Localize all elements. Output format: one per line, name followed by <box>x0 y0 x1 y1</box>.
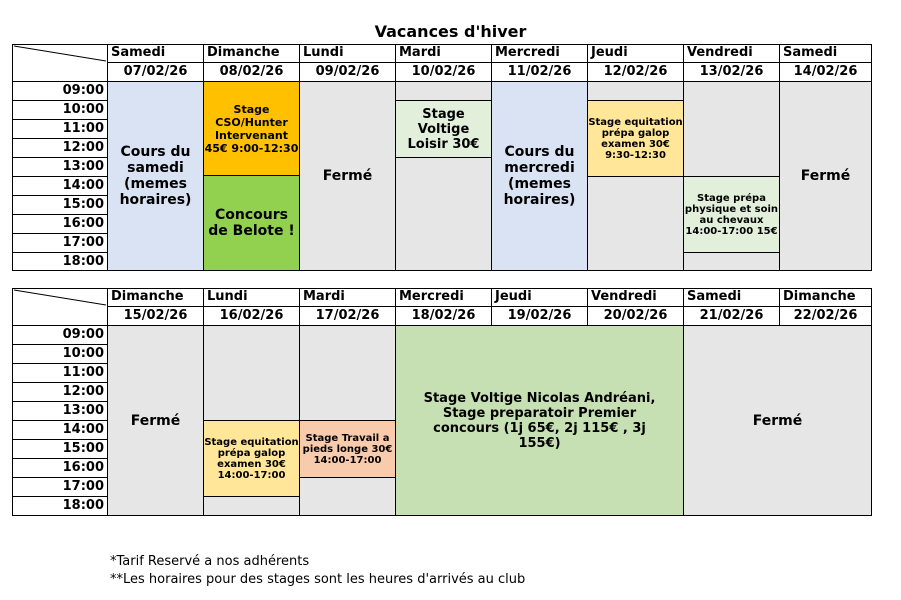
time-label: 16:00 <box>12 459 108 478</box>
time-label: 12:00 <box>12 139 108 158</box>
event-ferme <box>780 82 872 271</box>
time-label: 18:00 <box>12 253 108 271</box>
day-header: Samedi <box>780 44 872 63</box>
date-header: 22/02/26 <box>780 307 872 326</box>
event-cours-mercredi <box>492 82 588 271</box>
event-label: Stage equitation prépa galop examen 30€ 9:30-12:30 <box>588 116 683 161</box>
empty-slot <box>396 158 492 271</box>
empty-slot <box>588 82 684 101</box>
date-header: 17/02/26 <box>300 307 396 326</box>
time-label: 17:00 <box>12 478 108 497</box>
event-label: Stage prépa physique et soin au chevaux 14:00-17:00 15€ <box>684 192 779 237</box>
date-header: 16/02/26 <box>204 307 300 326</box>
day-header: Samedi <box>684 288 780 307</box>
date-header: 18/02/26 <box>396 307 492 326</box>
event-ferme <box>684 326 872 516</box>
day-header: Vendredi <box>588 288 684 307</box>
event-label: Fermé <box>752 412 803 429</box>
event-stage-voltige-andreani <box>396 326 684 516</box>
event-stage-travail-pieds <box>300 421 396 478</box>
empty-slot <box>204 326 300 421</box>
empty-slot <box>300 326 396 421</box>
event-concours-belote <box>204 176 300 271</box>
empty-slot <box>684 82 780 177</box>
corner-cell <box>12 44 108 82</box>
event-label: Cours du samedi (memes horaires) <box>119 144 192 208</box>
corner-cell <box>12 288 108 326</box>
time-label: 14:00 <box>12 177 108 196</box>
event-label: Stage Voltige Nicolas Andréani, Stage preparatoir Premier concours (1j 65€, 2j 115€ , 3j 155€) <box>423 390 656 451</box>
date-header: 10/02/26 <box>396 63 492 82</box>
time-label: 10:00 <box>12 101 108 120</box>
schedule-week-2 <box>12 288 872 516</box>
day-header: Vendredi <box>684 44 780 63</box>
date-header: 09/02/26 <box>300 63 396 82</box>
time-label: 09:00 <box>12 326 108 345</box>
footnote-tarif: *Tarif Reservé a nos adhérents <box>110 554 310 569</box>
date-header: 07/02/26 <box>108 63 204 82</box>
time-label: 16:00 <box>12 215 108 234</box>
time-label: 18:00 <box>12 497 108 516</box>
day-header: Dimanche <box>780 288 872 307</box>
event-cours-samedi <box>108 82 204 271</box>
day-header: Jeudi <box>588 44 684 63</box>
time-label: 13:00 <box>12 402 108 421</box>
time-label: 10:00 <box>12 345 108 364</box>
event-label: Fermé <box>800 168 851 184</box>
time-label: 15:00 <box>12 440 108 459</box>
event-stage-equitation <box>588 101 684 177</box>
day-header: Dimanche <box>204 44 300 63</box>
date-header: 20/02/26 <box>588 307 684 326</box>
date-header: 11/02/26 <box>492 63 588 82</box>
day-header: Lundi <box>204 288 300 307</box>
empty-slot <box>300 478 396 516</box>
time-label: 11:00 <box>12 120 108 139</box>
footnote-horaires: **Les horaires pour des stages sont les heures d'arrivés au club <box>110 572 526 587</box>
day-header: Mercredi <box>396 288 492 307</box>
event-stage-cso-hunter <box>204 82 300 176</box>
date-header: 21/02/26 <box>684 307 780 326</box>
empty-slot <box>588 177 684 271</box>
event-label: Fermé <box>322 168 373 184</box>
time-label: 11:00 <box>12 364 108 383</box>
event-stage-prepa-physique <box>684 177 780 253</box>
date-header: 15/02/26 <box>108 307 204 326</box>
event-stage-equitation <box>204 421 300 497</box>
time-label: 14:00 <box>12 421 108 440</box>
day-header: Mardi <box>396 44 492 63</box>
event-stage-voltige-loisir <box>396 101 492 158</box>
event-label: Stage equitation prépa galop examen 30€ 14:00-17:00 <box>204 436 299 481</box>
time-label: 09:00 <box>12 82 108 101</box>
schedule-week-1 <box>12 44 872 271</box>
empty-slot <box>204 497 300 516</box>
date-header: 14/02/26 <box>780 63 872 82</box>
empty-slot <box>396 82 492 101</box>
day-header: Lundi <box>300 44 396 63</box>
day-header: Jeudi <box>492 288 588 307</box>
event-label: Cours du mercredi (memes horaires) <box>503 144 576 208</box>
day-header: Mardi <box>300 288 396 307</box>
time-label: 12:00 <box>12 383 108 402</box>
day-header: Mercredi <box>492 44 588 63</box>
time-label: 15:00 <box>12 196 108 215</box>
event-ferme <box>108 326 204 516</box>
event-ferme <box>300 82 396 271</box>
event-label: Stage Travail a pieds longe 30€ 14:00-17:00 <box>302 432 393 466</box>
page-title: Vacances d'hiver <box>374 22 527 41</box>
time-label: 13:00 <box>12 158 108 177</box>
empty-slot <box>684 253 780 271</box>
event-label: Stage CSO/Hunter Intervenant 45€ 9:00-12:30 <box>204 102 299 155</box>
date-header: 19/02/26 <box>492 307 588 326</box>
day-header: Samedi <box>108 44 204 63</box>
date-header: 12/02/26 <box>588 63 684 82</box>
event-label: Fermé <box>130 412 181 429</box>
date-header: 13/02/26 <box>684 63 780 82</box>
corner-diagonal <box>12 44 108 82</box>
event-label: Stage Voltige Loisir 30€ <box>407 106 480 152</box>
corner-diagonal <box>12 288 108 326</box>
day-header: Dimanche <box>108 288 204 307</box>
time-label: 17:00 <box>12 234 108 253</box>
date-header: 08/02/26 <box>204 63 300 82</box>
event-label: Concours de Belote ! <box>208 207 295 239</box>
